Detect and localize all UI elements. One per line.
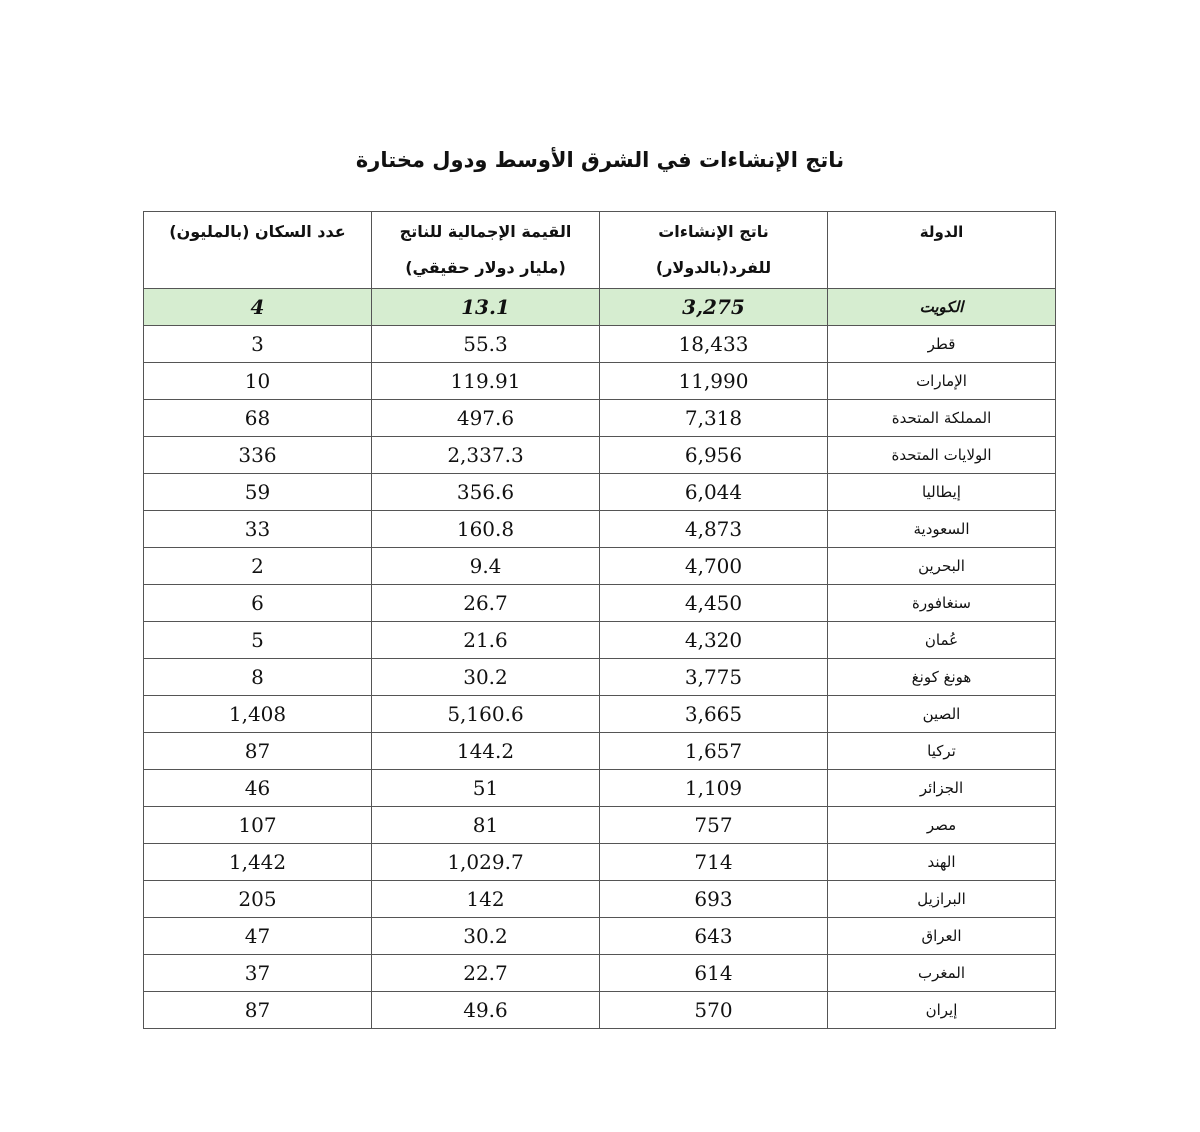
cell-per-capita: 11,990 — [600, 363, 828, 400]
cell-per-capita: 3,275 — [600, 289, 828, 326]
cell-total: 51 — [372, 770, 600, 807]
table-row — [144, 844, 1056, 881]
cell-country: قطر — [828, 326, 1056, 363]
cell-total: 55.3 — [372, 326, 600, 363]
table-row — [144, 585, 1056, 622]
cell-per-capita: 4,450 — [600, 585, 828, 622]
cell-per-capita: 3,775 — [600, 659, 828, 696]
table-row — [144, 992, 1056, 1029]
cell-per-capita: 714 — [600, 844, 828, 881]
construction-output-table — [143, 211, 1056, 1029]
cell-per-capita: 4,320 — [600, 622, 828, 659]
table-row — [144, 733, 1056, 770]
cell-total: 5,160.6 — [372, 696, 600, 733]
cell-total: 9.4 — [372, 548, 600, 585]
cell-country: مصر — [828, 807, 1056, 844]
header-population-label: عدد السكان (بالمليون) — [169, 222, 346, 241]
cell-country: البرازيل — [828, 881, 1056, 918]
cell-population: 2 — [144, 548, 372, 585]
cell-total: 144.2 — [372, 733, 600, 770]
cell-country: السعودية — [828, 511, 1056, 548]
header-total-line2: (مليار دولار حقيقي) — [405, 258, 566, 277]
cell-per-capita: 614 — [600, 955, 828, 992]
table-row — [144, 289, 1056, 326]
table-title: ناتج الإنشاءات في الشرق الأوسط ودول مختارة — [355, 148, 845, 172]
table-row — [144, 955, 1056, 992]
cell-population: 87 — [144, 733, 372, 770]
cell-country: الولايات المتحدة — [828, 437, 1056, 474]
cell-population: 59 — [144, 474, 372, 511]
cell-per-capita: 4,873 — [600, 511, 828, 548]
cell-per-capita: 1,657 — [600, 733, 828, 770]
cell-country: عُمان — [828, 622, 1056, 659]
cell-country: المملكة المتحدة — [828, 400, 1056, 437]
cell-population: 336 — [144, 437, 372, 474]
cell-total: 22.7 — [372, 955, 600, 992]
table-row — [144, 696, 1056, 733]
header-total — [372, 212, 600, 289]
cell-country: إيران — [828, 992, 1056, 1029]
table-header-row — [144, 212, 1056, 289]
cell-population: 37 — [144, 955, 372, 992]
cell-population: 3 — [144, 326, 372, 363]
header-total-line1: القيمة الإجمالية للناتج — [399, 222, 572, 241]
header-per-capita-line1: ناتج الإنشاءات — [658, 222, 769, 241]
cell-total: 497.6 — [372, 400, 600, 437]
header-per-capita — [600, 212, 828, 289]
cell-per-capita: 643 — [600, 918, 828, 955]
cell-total: 2,337.3 — [372, 437, 600, 474]
table-row — [144, 659, 1056, 696]
table-body — [144, 289, 1056, 1029]
table-row — [144, 807, 1056, 844]
cell-population: 33 — [144, 511, 372, 548]
cell-per-capita: 693 — [600, 881, 828, 918]
cell-per-capita: 570 — [600, 992, 828, 1029]
cell-country: الجزائر — [828, 770, 1056, 807]
cell-per-capita: 7,318 — [600, 400, 828, 437]
cell-population: 107 — [144, 807, 372, 844]
cell-country: الإمارات — [828, 363, 1056, 400]
cell-country: الهند — [828, 844, 1056, 881]
cell-population: 1,442 — [144, 844, 372, 881]
cell-total: 142 — [372, 881, 600, 918]
cell-per-capita: 18,433 — [600, 326, 828, 363]
cell-per-capita: 6,956 — [600, 437, 828, 474]
table-row — [144, 918, 1056, 955]
cell-population: 87 — [144, 992, 372, 1029]
table-row — [144, 511, 1056, 548]
cell-total: 30.2 — [372, 659, 600, 696]
cell-total: 26.7 — [372, 585, 600, 622]
cell-per-capita: 4,700 — [600, 548, 828, 585]
cell-population: 1,408 — [144, 696, 372, 733]
cell-country: تركيا — [828, 733, 1056, 770]
table-row — [144, 881, 1056, 918]
cell-population: 8 — [144, 659, 372, 696]
cell-total: 356.6 — [372, 474, 600, 511]
cell-population: 4 — [144, 289, 372, 326]
table-row — [144, 474, 1056, 511]
cell-total: 160.8 — [372, 511, 600, 548]
cell-population: 5 — [144, 622, 372, 659]
cell-population: 68 — [144, 400, 372, 437]
cell-total: 13.1 — [372, 289, 600, 326]
table-row — [144, 400, 1056, 437]
header-population — [144, 212, 372, 289]
cell-per-capita: 757 — [600, 807, 828, 844]
cell-total: 21.6 — [372, 622, 600, 659]
cell-country: هونغ كونغ — [828, 659, 1056, 696]
cell-per-capita: 3,665 — [600, 696, 828, 733]
table-row — [144, 622, 1056, 659]
cell-total: 119.91 — [372, 363, 600, 400]
cell-country: البحرين — [828, 548, 1056, 585]
cell-total: 1,029.7 — [372, 844, 600, 881]
cell-country: العراق — [828, 918, 1056, 955]
cell-country: سنغافورة — [828, 585, 1056, 622]
table-row — [144, 437, 1056, 474]
cell-country: المغرب — [828, 955, 1056, 992]
cell-per-capita: 6,044 — [600, 474, 828, 511]
cell-population: 46 — [144, 770, 372, 807]
cell-total: 49.6 — [372, 992, 600, 1029]
table-row — [144, 326, 1056, 363]
cell-country: الصين — [828, 696, 1056, 733]
header-country — [828, 212, 1056, 289]
cell-population: 205 — [144, 881, 372, 918]
header-per-capita-line2: للفرد(بالدولار) — [655, 258, 772, 277]
cell-total: 30.2 — [372, 918, 600, 955]
table-row — [144, 770, 1056, 807]
header-country-label: الدولة — [919, 223, 964, 241]
cell-per-capita: 1,109 — [600, 770, 828, 807]
cell-country: إيطاليا — [828, 474, 1056, 511]
table-row — [144, 548, 1056, 585]
cell-country: الكويت — [828, 289, 1056, 326]
cell-population: 47 — [144, 918, 372, 955]
cell-population: 10 — [144, 363, 372, 400]
cell-total: 81 — [372, 807, 600, 844]
table-row — [144, 363, 1056, 400]
cell-population: 6 — [144, 585, 372, 622]
